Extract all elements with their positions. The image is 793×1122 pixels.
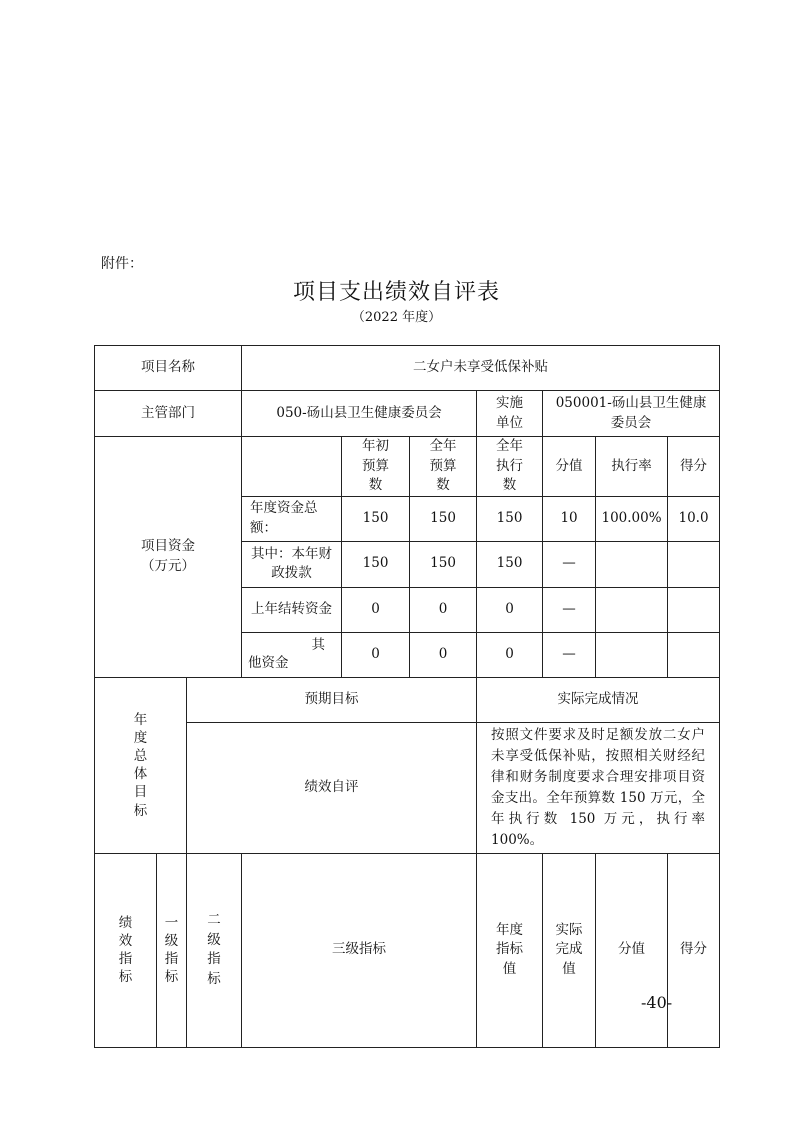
row-goals-header bbox=[95, 677, 720, 722]
fund-total-full: 150 bbox=[410, 496, 477, 541]
value-label: 分值 bbox=[596, 853, 668, 1047]
performance-table bbox=[94, 345, 720, 1048]
fund-other-full: 0 bbox=[410, 632, 477, 677]
unit-label-text: 实施单位 bbox=[496, 394, 524, 431]
unit-label bbox=[477, 391, 543, 437]
fund-total-score: 10.0 bbox=[668, 496, 720, 541]
level1-label-text: 一级指标 bbox=[164, 914, 179, 986]
unit-value: 050001-砀山县卫生健康委员会 bbox=[543, 391, 720, 437]
row-department bbox=[95, 391, 720, 437]
fund-other-initial: 0 bbox=[342, 632, 410, 677]
row-goals-content bbox=[95, 722, 720, 853]
header-full-budget bbox=[410, 437, 477, 497]
funds-label: 项目资金 （万元） bbox=[95, 437, 242, 678]
attachment-label: 附件： bbox=[101, 256, 143, 272]
fund-other-label-a: 其 bbox=[311, 637, 326, 654]
fund-other-exec: 0 bbox=[477, 632, 543, 677]
fund-other-score bbox=[668, 632, 720, 677]
fund-fiscal-score bbox=[668, 541, 720, 587]
target-label-text: 年度指标值 bbox=[496, 921, 524, 977]
header-executed bbox=[477, 437, 543, 497]
expected-label: 预期目标 bbox=[187, 677, 477, 722]
fund-total-value: 10 bbox=[543, 496, 596, 541]
indicators-label bbox=[95, 853, 157, 1047]
fund-carryover-full: 0 bbox=[410, 587, 477, 632]
goals-label-text: 年度总体目标 bbox=[133, 711, 148, 819]
fund-other-label-b: 他资金 bbox=[248, 654, 289, 671]
fund-fiscal-full: 150 bbox=[410, 541, 477, 587]
fund-other-label bbox=[242, 632, 342, 677]
expected-value: 绩效自评 bbox=[187, 722, 477, 853]
page-number: -40- bbox=[641, 993, 673, 1012]
year-subtitle: （2022 年度） bbox=[351, 310, 442, 325]
fund-carryover-rate bbox=[596, 587, 668, 632]
fund-carryover-value: — bbox=[543, 587, 596, 632]
fund-carryover-label: 上年结转资金 bbox=[242, 587, 342, 632]
fund-fiscal-rate bbox=[596, 541, 668, 587]
fund-carryover-initial: 0 bbox=[342, 587, 410, 632]
actual-value-label-text: 实际完成值 bbox=[555, 921, 583, 977]
goals-label bbox=[95, 677, 187, 853]
header-executed-text: 全年执行数 bbox=[496, 438, 524, 494]
fund-fiscal-initial: 150 bbox=[342, 541, 410, 587]
header-score-value: 分值 bbox=[543, 437, 596, 497]
header-score: 得分 bbox=[668, 437, 720, 497]
level1-label bbox=[157, 853, 187, 1047]
page-title: 项目支出绩效自评表 bbox=[292, 280, 500, 305]
actual-label: 实际完成情况 bbox=[477, 677, 720, 722]
level2-label-text: 二级指标 bbox=[207, 912, 221, 987]
level3-label: 三级指标 bbox=[242, 853, 477, 1047]
row-indicator-headers bbox=[95, 853, 720, 1047]
header-initial-text: 年初预算数 bbox=[362, 438, 390, 494]
fund-total-initial: 150 bbox=[342, 496, 410, 541]
row-project-name bbox=[95, 346, 720, 391]
fund-carryover-score bbox=[668, 587, 720, 632]
fund-total-exec: 150 bbox=[477, 496, 543, 541]
dept-label: 主管部门 bbox=[95, 391, 242, 437]
score-label: 得分 bbox=[668, 853, 720, 1047]
fund-total-label: 年度资金总额： bbox=[242, 496, 342, 541]
header-initial bbox=[342, 437, 410, 497]
project-name-value: 二女户未享受低保补贴 bbox=[242, 346, 720, 391]
level2-label bbox=[187, 853, 242, 1047]
fund-other-rate bbox=[596, 632, 668, 677]
indicators-label-text: 绩效指标 bbox=[118, 914, 133, 986]
fund-carryover-exec: 0 bbox=[477, 587, 543, 632]
header-exec-rate: 执行率 bbox=[596, 437, 668, 497]
actual-value: 按照文件要求及时足额发放二女户未享受低保补贴，按照相关财经纪律和财务制度要求合理安排项目资金支出。全年预算数 150 万元，全年执行数 150 万元，执行率 100%。 bbox=[477, 722, 720, 853]
fund-fiscal-label: 其中：本年财政拨款 bbox=[242, 541, 342, 587]
target-label bbox=[477, 853, 543, 1047]
fund-other-value: — bbox=[543, 632, 596, 677]
row-fund-headers bbox=[95, 437, 720, 497]
fund-total-rate: 100.00% bbox=[596, 496, 668, 541]
header-full-budget-text: 全年预算数 bbox=[429, 438, 457, 494]
fund-fiscal-value: — bbox=[543, 541, 596, 587]
actual-value-label bbox=[543, 853, 596, 1047]
dept-value: 050-砀山县卫生健康委员会 bbox=[242, 391, 477, 437]
project-name-label: 项目名称 bbox=[95, 346, 242, 391]
fund-fiscal-exec: 150 bbox=[477, 541, 543, 587]
funds-header-blank bbox=[242, 437, 342, 497]
